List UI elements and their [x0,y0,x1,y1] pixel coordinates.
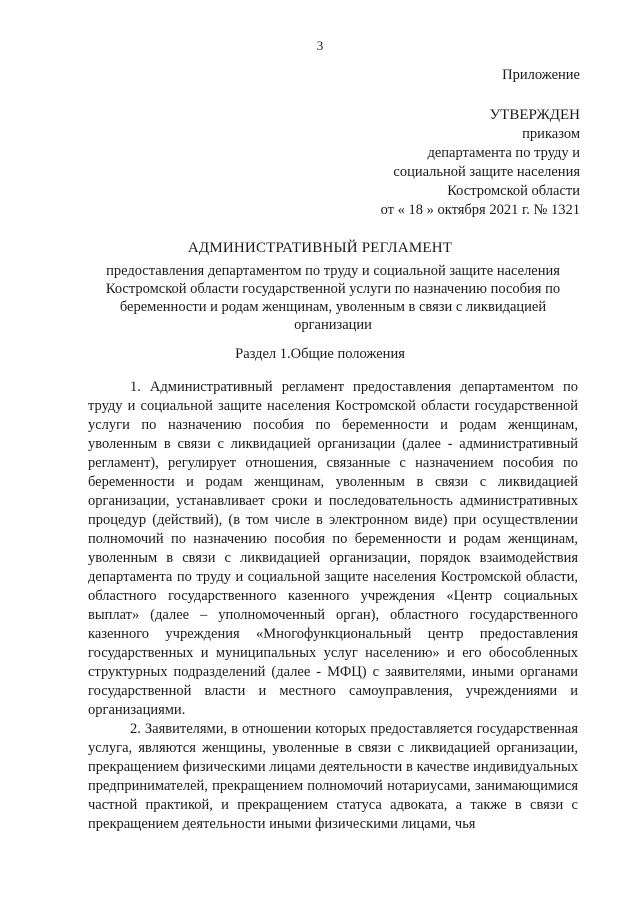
appendix-label: Приложение [502,67,580,83]
approval-line: Костромской области [447,183,580,199]
page-number: 3 [316,38,324,53]
document-title: АДМИНИСТРАТИВНЫЙ РЕГЛАМЕНТ [187,240,453,256]
approval-block [381,66,580,220]
paragraph: 1. Административный регламент предоставления департаментом по труду и социальной защите населения Костромской области государственной услуги по назначению пособия по беременности и родам женщинам, уволенным в связи с ликвидацией организации (далее - административный регламент), регулирует отношения, связанные с назначением пособия по беременности и родам женщинам, уволенным в связи с ликвидацией организации, устанавливает сроки и последовательность административных процедур (действий), (в том числе в электронном виде) при осуществлении полномочий по назначению пособия по беременности и родам женщинам, уволенным в связи с ликвидацией организации, порядок взаимодействия департамента по труду и социальной защите населения Костромской области, областного государственного казенного учреждения «Центр социальных выплат» (далее – уполномоченный орган), областного государственного казенного учреждения «Многофункциональный центр предоставления государственных и муниципальных услуг населению» и его обособленных структурных подразделений (далее - МФЦ) с заявителями, иными органами государственной власти и местного самоуправления, учреждениями и организациями. [88,379,578,718]
document-body [88,378,578,834]
approval-line: социальной защите населения [393,164,580,180]
approval-order-date: от « 18 » октября 2021 г. № 1321 [380,202,580,218]
paragraph: 2. Заявителями, в отношении которых предоставляется государственная услуга, являются женщины, уволенные в связи с ликвидацией организации, прекращением физическими лицами деятельности в качестве индивидуальных предпринимателей, прекращением полномочий нотариусами, занимающимися частной практикой, и прекращением статуса адвоката, а также в связи с прекращением деятельности иными физическими лицами, чья [88,721,578,832]
document-subtitle: предоставления департаментом по труду и социальной защите населения Костромской области государственной услуги по назначению пособия по беременности и родам женщинам, уволенным в связи с ликвидацией организации [105,263,561,333]
approval-line: приказом [522,126,580,142]
section-heading: Раздел 1.Общие положения [235,346,405,362]
approved-label: УТВЕРЖДЕН [489,107,580,123]
approval-line: департамента по труду и [427,145,580,161]
